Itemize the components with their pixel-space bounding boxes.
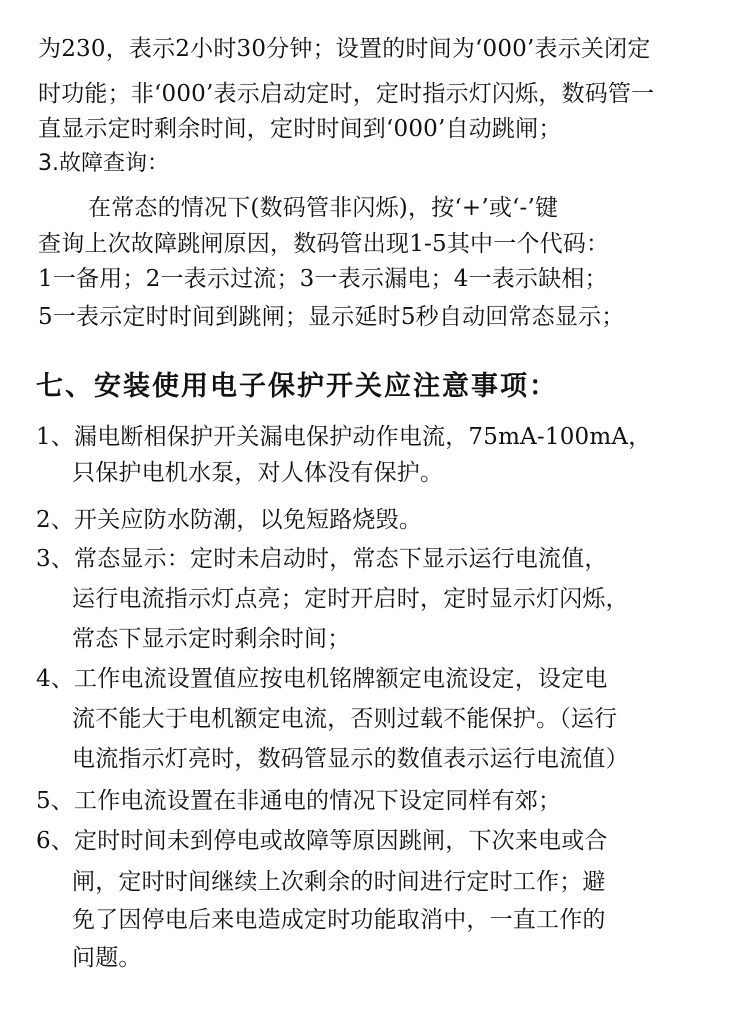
note-item-1: 1、漏电断相保护开关漏电保护动作电流，75mA-100mA， — [36, 424, 652, 450]
intro-line: 时功能；非‘000’表示启动定时，定时指示灯闪烁，数码管一 — [38, 81, 655, 107]
fault-query-line: 5一表示定时时间到跳闸；显示延时5秒自动回常态显示； — [38, 304, 625, 330]
fault-query-line: 在常态的情况下(数码管非闪烁)，按‘+’或‘-’键 — [88, 195, 559, 221]
note-item-5: 5、工作电流设置在非通电的情况下设定同样有郊； — [36, 788, 562, 814]
intro-line: 为230，表示2小时30分钟；设置的时间为‘000’表示关闭定 — [38, 36, 651, 62]
note-item-3-cont: 常态下显示定时剩余时间； — [72, 626, 351, 652]
note-item-6-cont: 免了因停电后来电造成定时功能取消中，一直工作的 — [72, 907, 606, 933]
note-item-3: 3、常态显示：定时未启动时，常态下显示运行电流值， — [36, 546, 608, 572]
note-item-2: 2、开关应防水防潮，以免短路烧毁。 — [36, 507, 423, 533]
fault-query-heading: 3.故障查询： — [38, 151, 169, 176]
note-item-6: 6、定时时间未到停电或故障等原因跳闸，下次来电或合 — [36, 828, 608, 854]
note-item-4-cont: 流不能大于电机额定电流，否则过载不能保护。（运行 — [72, 706, 618, 732]
fault-query-line: 查询上次故障跳闸原因，数码管出现1-5其中一个代码： — [38, 231, 610, 257]
note-item-3-cont: 运行电流指示灯点亮；定时开启时，定时显示灯闪烁， — [72, 586, 629, 612]
note-item-6-cont: 问题。 — [72, 945, 142, 971]
note-item-6-cont: 闸，定时时间继续上次剩余的时间进行定时工作；避 — [72, 869, 606, 895]
note-item-4-cont: 电流指示灯亮时，数码管显示的数值表示运行电流值） — [72, 746, 629, 772]
note-item-1-cont: 只保护电机水泵，对人体没有保护。 — [72, 460, 444, 486]
notes-heading: 七、安装使用电子保护开关应注意事项： — [36, 371, 558, 402]
note-item-4: 4、工作电流设置值应按电机铭牌额定电流设定，设定电 — [36, 666, 608, 692]
intro-line: 直显示定时剩余时间，定时时间到‘000’自动跳闸； — [38, 116, 562, 142]
fault-query-line: 1一备用；2一表示过流；3一表示漏电；4一表示缺相； — [38, 266, 608, 292]
